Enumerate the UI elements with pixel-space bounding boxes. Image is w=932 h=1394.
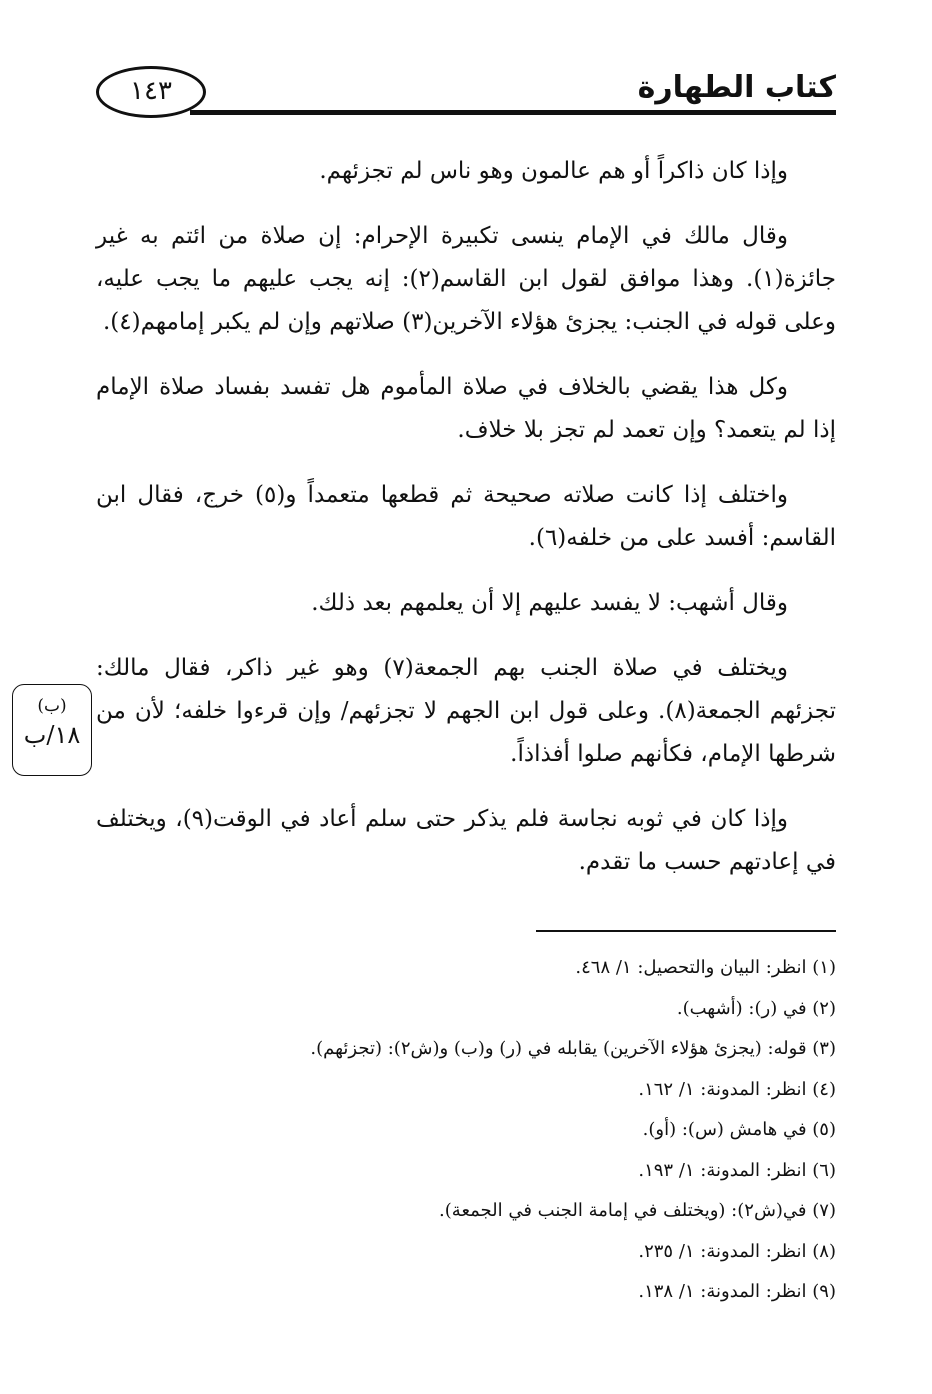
footnote: (٩) انظر: المدونة: ١/ ١٣٨. xyxy=(638,1281,836,1302)
footnote: (٦) انظر: المدونة: ١/ ١٩٣. xyxy=(638,1159,836,1181)
footnote-divider xyxy=(536,930,836,932)
footnote: (١) انظر: البيان والتحصيل: ١/ ٤٦٨. xyxy=(575,957,836,978)
folio-source: (ب) xyxy=(37,696,67,716)
page-header xyxy=(0,50,932,130)
paragraph: وكل هذا يقضي بالخلاف في صلاة المأموم هل تفسد بفساد صلاة الإمام إذا لم يتعمد؟ وإن تعمد لم تجز بلا خلاف. xyxy=(96,374,836,443)
footnote: (٨) انظر: المدونة: ١/ ٢٣٥. xyxy=(638,1240,836,1262)
footnote: (٢) في (ر): (أشهب). xyxy=(676,997,836,1019)
footnotes xyxy=(96,948,836,1313)
folio-number: ١٨/ب xyxy=(23,721,81,749)
paragraph: وقال مالك في الإمام ينسى تكبيرة الإحرام: إن صلاة من ائتم به غير جائزة(١). وهذا موافق لقول ابن القاسم(٢): إنه يجب عليهم ما يجب عليه، وعلى قوله في الجنب: يجزئ هؤلاء الآخرين(٣) صلاتهم وإن لم يكبر إمامهم(٤). xyxy=(96,223,836,335)
paragraph: وقال أشهب: لا يفسد عليهم إلا أن يعلمهم بعد ذلك. xyxy=(311,590,788,616)
footnote: (٥) في هامش (س): (أو). xyxy=(642,1119,836,1140)
manuscript-folio-note xyxy=(12,684,92,776)
header-rule xyxy=(190,110,836,115)
footnote: (٧) في(ش٢): (ويختلف في إمامة الجنب في الجمعة). xyxy=(439,1200,836,1221)
paragraph: وإذا كان في ثوبه نجاسة فلم يذكر حتى سلم أعاد في الوقت(٩)، ويختلف في إعادتهم حسب ما تقدم. xyxy=(96,806,836,875)
paragraph: واختلف إذا كانت صلاته صحيحة ثم قطعها متعمداً و(٥) خرج، فقال ابن القاسم: أفسد على من خلفه(٦). xyxy=(96,482,836,551)
page-number: ١٤٣ xyxy=(130,76,172,106)
footnote: (٤) انظر: المدونة: ١/ ١٦٢. xyxy=(638,1078,836,1100)
main-text xyxy=(96,150,836,906)
paragraph: ويختلف في صلاة الجنب بهم الجمعة(٧) وهو غير ذاكر، فقال مالك: تجزئهم الجمعة(٨). وعلى قول ابن الجهم لا تجزئهم/ وإن قرءوا خلفه؛ لأن من شرطها الإمام، فكأنهم صلوا أفذاذاً. xyxy=(96,655,836,767)
paragraph: وإذا كان ذاكراً أو هم عالمون وهو ناس لم تجزئهم. xyxy=(319,158,788,184)
book-title: كتاب الطهارة xyxy=(637,70,836,105)
footnote: (٣) قوله: (يجزئ هؤلاء الآخرين) يقابله في (ر) و(ب) و(ش٢): (تجزئهم). xyxy=(310,1038,836,1059)
